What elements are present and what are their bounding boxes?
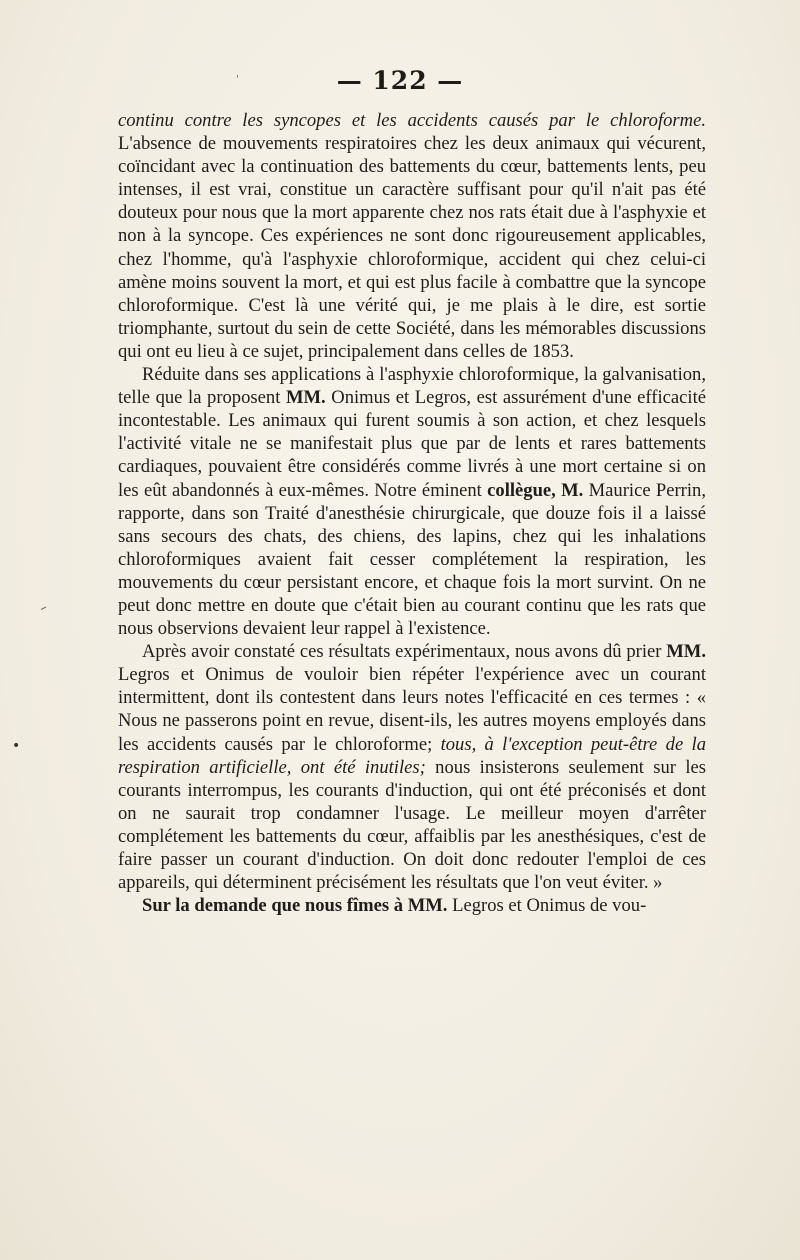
text-fragment: Legros et Onimus de vou- [447, 895, 647, 917]
paragraph-2 [118, 363, 706, 640]
bold-fragment: MM. [285, 387, 326, 409]
scan-speck-mark: ' [236, 74, 239, 85]
text-fragment: Après avoir constaté ces résultats expérimentaux, nous avons dû prier [142, 641, 667, 663]
scan-speck-mark: • [12, 738, 21, 754]
text-fragment: Legros et Onimus de vouloir bien répéter l'expérience avec un courant intermittent, dont ils contestent dans leurs notes l'efficacité en ces termes : « Nous ne passerons point en revue, disent-ils, les autres moyens employés dans les accidents causés par le chloroforme; [118, 664, 706, 755]
italic-fragment: continu contre les syncopes et les accidents causés par le chloroforme. [118, 110, 706, 131]
body-text [118, 109, 706, 917]
text-fragment: Maurice Perrin, rapporte, dans son Traité d'anesthésie chirurgicale, que douze fois il a laissé sans secours des chats, des chiens, des lapins, chez qui les inhalations chloroformiques avaient fait cesser complétement la respiration, les mouvements du cœur persistant encore, et chaque fois la mort survint. On ne peut donc mettre en doute que c'était bien au courant continu que les rats que nous observions devaient leur rappel à l'existence. [118, 479, 706, 640]
paragraph-1 [118, 109, 706, 363]
scan-speck-mark: – [36, 599, 51, 617]
text-fragment: nous insisterons seulement sur les courants interrompus, les courants d'induction, qui ont été préconisés et dont on ne saurait trop condamner l'usage. Le meilleur moyen d'arrêter complétement les battements du cœur, affaiblis par les anesthésiques, c'est de faire passer un courant d'induction. On doit donc redouter l'emploi de ces appareils, qui déterminent précisément les résultats que l'on veut éviter. » [118, 756, 706, 894]
bold-fragment: Sur la demande que nous fîmes à MM. [142, 895, 448, 917]
text-fragment: L'absence de mouvements respiratoires chez les deux animaux qui vécurent, coïncidant avec la continuation des battements du cœur, battements lents, peu intenses, il est vrai, constitue un caractère suffisant pour qu'il n'ait pas été douteux pour nous que la mort apparente chez nos rats était due à l'asphyxie et non à la syncope. Ces expériences ne sont donc rigoureusement applicables, chez l'homme, qu'à l'asphyxie chloroformique, accident qui chez celui-ci amène moins souvent la mort, et qui est plus facile à combattre que la syncope chloroformique. C'est là une vérité qui, je me plais à le dire, est sortie triomphante, surtout du sein de cette Société, dans les mémorables discussions qui ont eu lieu à ce sujet, principalement dans celles de 1853. [118, 133, 706, 362]
page-number: — 122 — [336, 66, 464, 95]
bold-fragment: MM. [666, 641, 706, 663]
paragraph-3 [118, 640, 706, 894]
text-fragment: Onimus et Legros, est assurément d'une efficacité incontestable. Les animaux qui furent soumis à son action, et chez lesquels l'activité vitale ne se manifestait plus que par de lents et rares battements cardiaques, pouvaient être considérés comme livrés à une mort certaine si on les eût abandonnés à eux-mêmes. Notre éminent [118, 387, 706, 501]
text-fragment: Réduite dans ses applications à l'asphyxie chloroformique, la galvanisation, telle que la proposent [118, 364, 706, 409]
paragraph-4 [118, 894, 706, 917]
italic-fragment: tous, à l'exception peut-être de la respiration artificielle, ont été inutiles; [118, 733, 706, 778]
bold-fragment: collègue, M. [487, 479, 584, 501]
